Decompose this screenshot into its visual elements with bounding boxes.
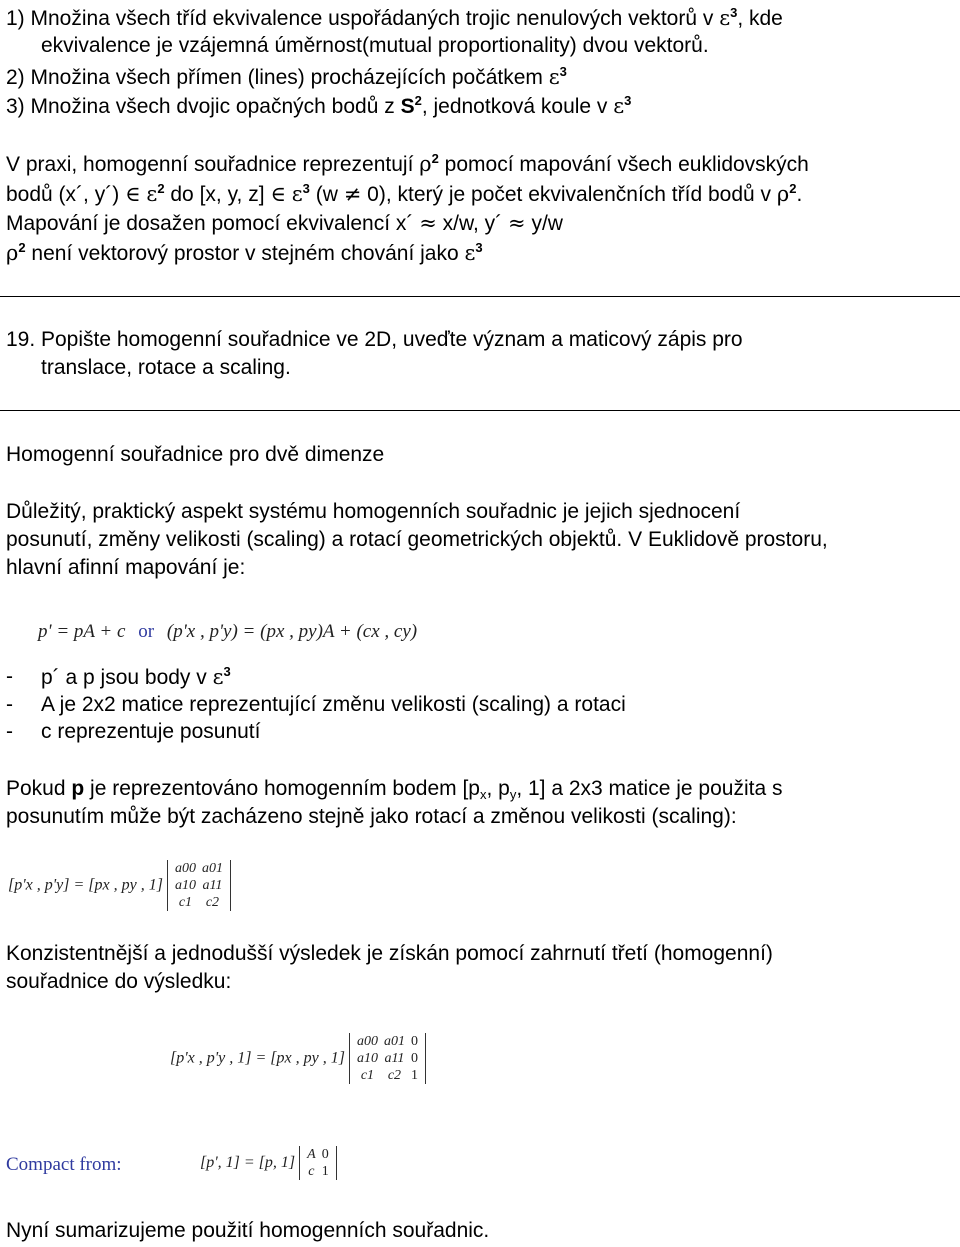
superscript: 3 bbox=[475, 240, 483, 255]
element-of-symbol: ∈ bbox=[125, 182, 141, 206]
matrix-cell: 0 bbox=[410, 1051, 418, 1066]
text: V praxi, homogenní souřadnice reprezentují bbox=[6, 153, 420, 176]
text: , 1] a 2x3 matice je použita s bbox=[516, 777, 783, 800]
bullet-dash: - bbox=[6, 720, 13, 743]
list-item-1 bbox=[6, 4, 783, 33]
text: do [x, y, z] bbox=[164, 183, 271, 206]
paragraph-2-line-2: posunutím může být zacházeno stejně jako rotací a změnou velikosti (scaling): bbox=[6, 805, 737, 828]
horizontal-rule bbox=[0, 410, 960, 411]
formula-right: (p'x , p'y) = (px , py)A + (cx , cy) bbox=[166, 621, 418, 642]
matrix-cell: a00 bbox=[356, 1034, 378, 1049]
epsilon-symbol: ε bbox=[548, 65, 560, 89]
compact-matrix bbox=[299, 1146, 337, 1180]
matrix-cell: c2 bbox=[205, 895, 220, 910]
epsilon-symbol: ε bbox=[464, 241, 476, 265]
epsilon-symbol: ε bbox=[212, 665, 224, 689]
list-item-2-text: 2) Množina všech přímen (lines) procházejících počátkem bbox=[6, 66, 549, 89]
question-line-1: Popište homogenní souřadnice ve 2D, uveďte význam a maticový zápis pro bbox=[41, 328, 743, 351]
matrix-cell: a10 bbox=[356, 1051, 378, 1066]
superscript: 2 bbox=[18, 240, 26, 255]
bullet-3 bbox=[6, 718, 261, 746]
formula-left: [p'x , p'y , 1] = [px , py , 1] bbox=[170, 1049, 345, 1067]
rho-symbol: ρ bbox=[776, 182, 790, 206]
matrix-cell: 0 bbox=[410, 1034, 418, 1049]
formula-left: p' = pA + c bbox=[38, 621, 126, 642]
text: x/w, y´ bbox=[436, 212, 509, 235]
bullet-dash: - bbox=[6, 693, 13, 716]
epsilon-symbol: ε bbox=[719, 6, 731, 30]
superscript: 3 bbox=[223, 664, 231, 679]
praxi-line-4 bbox=[6, 239, 483, 268]
praxi-line-3 bbox=[6, 209, 563, 238]
bullet-text: c reprezentuje posunutí bbox=[41, 720, 261, 743]
compact-form-label: Compact from: bbox=[6, 1154, 122, 1175]
paragraph-1-line-2: posunutí, změny velikosti (scaling) a rotací geometrických objektů. V Euklidově prostoru, bbox=[6, 528, 828, 551]
list-item-3-tail: , jednotková koule v bbox=[421, 95, 614, 118]
text: . bbox=[796, 183, 803, 206]
matrix-cell: 1 bbox=[321, 1164, 329, 1179]
text: Mapování je dosažen pomocí ekvivalencí x´ bbox=[6, 212, 420, 235]
matrix-cell: a01 bbox=[383, 1034, 405, 1049]
affine-formula bbox=[38, 618, 417, 646]
paragraph-2-line-1 bbox=[6, 775, 782, 803]
praxi-line-1 bbox=[6, 150, 809, 179]
compact-formula bbox=[200, 1146, 337, 1180]
bullet-2 bbox=[6, 691, 626, 719]
text: bodů (x´, y´) bbox=[6, 183, 126, 206]
matrix-cell: c bbox=[308, 1164, 315, 1179]
not-equal-symbol: ≠ bbox=[343, 182, 362, 206]
matrix-3x2 bbox=[167, 860, 231, 911]
epsilon-symbol: ε bbox=[291, 182, 303, 206]
praxi-line-2 bbox=[6, 180, 802, 209]
matrix-cell: a00 bbox=[174, 861, 196, 876]
matrix-formula-2x3 bbox=[8, 860, 231, 911]
epsilon-symbol: ε bbox=[146, 182, 158, 206]
subscript: y bbox=[509, 787, 517, 802]
text: (w bbox=[309, 183, 344, 206]
formula-left: [p'x , p'y] = [px , py , 1] bbox=[8, 876, 163, 894]
matrix-cell: c2 bbox=[387, 1068, 402, 1083]
approx-symbol: ≈ bbox=[419, 211, 437, 235]
text: 0), který je počet ekvivalenčních tříd bodů v bbox=[361, 183, 777, 206]
matrix-cell: 0 bbox=[321, 1147, 329, 1162]
matrix-cell: a01 bbox=[201, 861, 223, 876]
text: je reprezentováno homogenním bodem [p bbox=[84, 777, 480, 800]
epsilon-symbol: ε bbox=[613, 94, 625, 118]
paragraph-1-line-3: hlavní afinní mapování je: bbox=[6, 556, 246, 579]
bullet-dash: - bbox=[6, 665, 13, 688]
matrix-formula-3x3 bbox=[170, 1033, 426, 1084]
superscript: 2 bbox=[789, 181, 797, 196]
rho-symbol: ρ bbox=[419, 152, 432, 176]
sphere-symbol: S bbox=[400, 95, 415, 118]
paragraph-3-line-1: Konzistentnější a jednodušší výsledek je získán pomocí zahrnutí třetí (homogenní) bbox=[6, 942, 773, 965]
superscript: 3 bbox=[624, 93, 632, 108]
bold-p: p bbox=[71, 777, 85, 800]
superscript: 3 bbox=[730, 5, 738, 20]
subscript: x bbox=[479, 787, 487, 802]
text: není vektorový prostor v stejném chování jako bbox=[25, 242, 465, 265]
matrix-cell: c1 bbox=[178, 895, 193, 910]
list-item-2 bbox=[6, 63, 567, 92]
question-number: 19. bbox=[6, 328, 36, 351]
text: pomocí mapování všech euklidovských bbox=[438, 153, 809, 176]
superscript: 2 bbox=[431, 151, 439, 166]
paragraph-3-line-2: souřadnice do výsledku: bbox=[6, 970, 232, 993]
text: p´ a p jsou body v bbox=[41, 666, 213, 689]
matrix-cell: A bbox=[307, 1147, 316, 1162]
matrix-cell: c1 bbox=[360, 1068, 375, 1083]
formula-or: or bbox=[138, 621, 155, 642]
approx-symbol: ≈ bbox=[508, 211, 526, 235]
list-item-1-tail: , kde bbox=[737, 7, 783, 30]
superscript: 2 bbox=[157, 181, 165, 196]
list-item-3 bbox=[6, 92, 631, 121]
superscript: 2 bbox=[414, 93, 422, 108]
matrix-cell: a11 bbox=[384, 1051, 405, 1066]
text: y/w bbox=[525, 212, 563, 235]
superscript: 3 bbox=[302, 181, 310, 196]
element-of-symbol: ∈ bbox=[270, 182, 286, 206]
list-item-1-text: 1) Množina všech tříd ekvivalence uspořádaných trojic nenulových vektorů v bbox=[6, 7, 720, 30]
matrix-cell: a10 bbox=[174, 878, 196, 893]
horizontal-rule bbox=[0, 296, 960, 297]
formula-left: [p', 1] = [p, 1] bbox=[200, 1154, 296, 1171]
rho-symbol: ρ bbox=[6, 241, 19, 265]
text: Pokud bbox=[6, 777, 72, 800]
matrix-cell: 1 bbox=[410, 1068, 418, 1083]
section-heading: Homogenní souřadnice pro dvě dimenze bbox=[6, 443, 385, 466]
bullet-1 bbox=[6, 663, 231, 691]
bullet-text: A je 2x2 matice reprezentující změnu velikosti (scaling) a rotaci bbox=[41, 693, 626, 716]
superscript: 3 bbox=[559, 64, 567, 79]
final-sentence: Nyní sumarizujeme použití homogenních souřadnic. bbox=[6, 1219, 490, 1242]
text: , p bbox=[486, 777, 510, 800]
question-line-2: translace, rotace a scaling. bbox=[41, 356, 291, 379]
question-19 bbox=[6, 326, 743, 354]
matrix-3x3 bbox=[349, 1033, 426, 1084]
list-item-1-continuation: ekvivalence je vzájemná úměrnost(mutual proportionality) dvou vektorů. bbox=[41, 34, 709, 57]
paragraph-1-line-1: Důležitý, praktický aspekt systému homogenních souřadnic je jejich sjednocení bbox=[6, 500, 741, 523]
matrix-cell: a11 bbox=[202, 878, 223, 893]
list-item-3-text: 3) Množina všech dvojic opačných bodů z bbox=[6, 95, 401, 118]
bullet-text bbox=[41, 663, 231, 692]
